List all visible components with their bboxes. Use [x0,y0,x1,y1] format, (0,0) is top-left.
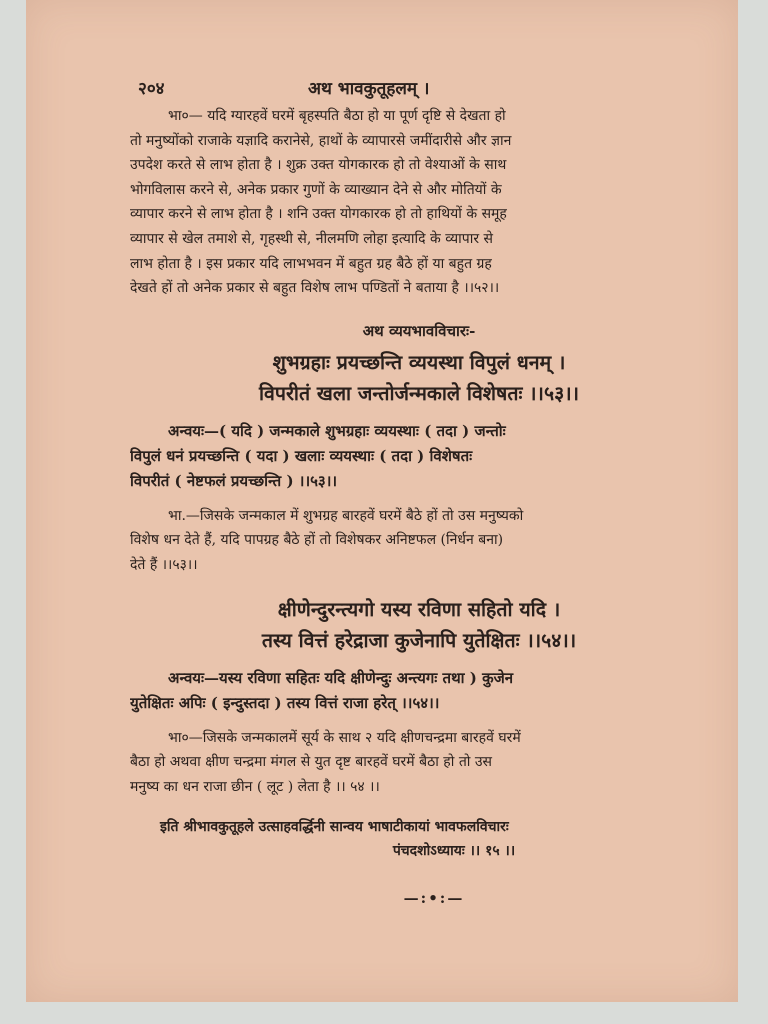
verse-line: शुभग्रहाः प्रयच्छन्ति व्ययस्था विपुलं धनम् । [272,350,566,374]
page-header [130,76,708,104]
verse-line: विपरीतं खला जन्तोर्जन्मकाले विशेषतः ।।५३।। [258,381,580,405]
text-line: अन्वयः—( यदि ) जन्मकाले शुभग्रहाः व्ययस्थाः ( तदा ) जन्तोः [168,421,506,440]
text-line: भा०— यदि ग्यारहवें घरमें बृहस्पति बैठा हो या पूर्ण दृष्टि से देखता हो [168,108,506,124]
commentary-paragraph-54 [130,726,708,800]
verse-line: क्षीणेन्दुरन्त्यगो यस्य रविणा सहितो यदि । [277,597,561,621]
text-line: देते हैं ।।५३।। [130,556,198,573]
page-content [130,76,708,907]
chapter-colophon [130,815,708,863]
text-line: बैठा हो अथवा क्षीण चन्द्रमा मंगल से युत दृष्ट बारहवें घरमें बैठा हो तो उस [130,754,493,771]
text-line: विपुलं धनं प्रयच्छन्ति ( यदा ) खलाः व्ययस्थाः ( तदा ) विशेषतः [130,446,473,465]
colophon-line: इति श्रीभावकुतूहले उत्साहवर्द्धिनी सान्वय भाषाटीकायां भावफलविचारः [160,819,509,836]
text-line: युतेक्षितः अपिः ( इन्दुस्तदा ) तस्य वित्तं राजा हरेत् ।।५४।। [130,693,440,712]
text-line: विशेष धन देते हैं, यदि पापग्रह बैठे हों तो विशेषकर अनिष्टफल (निर्धन बना) [130,532,504,549]
commentary-paragraph-52 [130,104,708,301]
text-line: विपरीतं ( नेष्टफलं प्रयच्छन्ति ) ।।५३।। [130,471,338,490]
text-line: व्यापार करने से लाभ होता है । शनि उक्त योगकारक हो तो हाथियों के समूह [130,206,507,223]
section-heading: अथ व्ययभावविचारः- [362,321,476,340]
commentary-paragraph-53 [130,504,708,578]
running-title: अथ भावकुतूहलम् । [308,79,430,99]
text-line: तो मनुष्योंको राजाके यज्ञादि करानेसे, हाथों के व्यापारसे जमींदारीसे और ज्ञान [130,132,512,149]
page-number: २०४ [138,79,165,99]
book-page [26,0,738,1002]
text-line: लाभ होता है । इस प्रकार यदि लाभभवन में बहुत ग्रह बैठे हों या बहुत ग्रह [130,255,492,272]
text-line: देखते हों तो अनेक प्रकार से बहुत विशेष लाभ पण्डितों ने बताया है ।।५२।। [130,280,500,297]
text-line: अन्वयः—यस्य रविणा सहितः यदि क्षीणेन्दुः अन्त्यगः तथा ) कुजेन [168,668,514,687]
text-line: व्यापार से खेल तमाशे से, गृहस्थी से, नीलमणि लोहा इत्यादि के व्यापार से [130,230,494,247]
text-line: भा.—जिसके जन्मकाल में शुभग्रह बारहवें घरमें बैठे हों तो उस मनुष्यको [168,507,524,524]
text-line: भा०—जिसके जन्मकालमें सूर्य के साथ २ यदि क्षीणचन्द्रमा बारहवें घरमें [168,729,521,746]
text-line: उपदेश करते से लाभ होता है । शुक्र उक्त योगकारक हो तो वेश्याओं के साथ [130,157,507,174]
text-line: भोगविलास करने से, अनेक प्रकार गुणों के व्याख्यान देने से और मोतियों के [130,181,502,198]
verse-line: तस्य वित्तं हरेद्राजा कुजेनापि युतेक्षितः ।।५४।। [261,628,577,652]
anvaya-53 [130,419,708,494]
text-line: मनुष्य का धन राजा छीन ( लूट ) लेता है ।। ५४ ।। [130,778,380,795]
end-ornament: —:•:— [403,889,465,908]
colophon-line: पंचदशोऽध्यायः ।। १५ ।। [392,843,516,860]
anvaya-54 [130,666,708,716]
